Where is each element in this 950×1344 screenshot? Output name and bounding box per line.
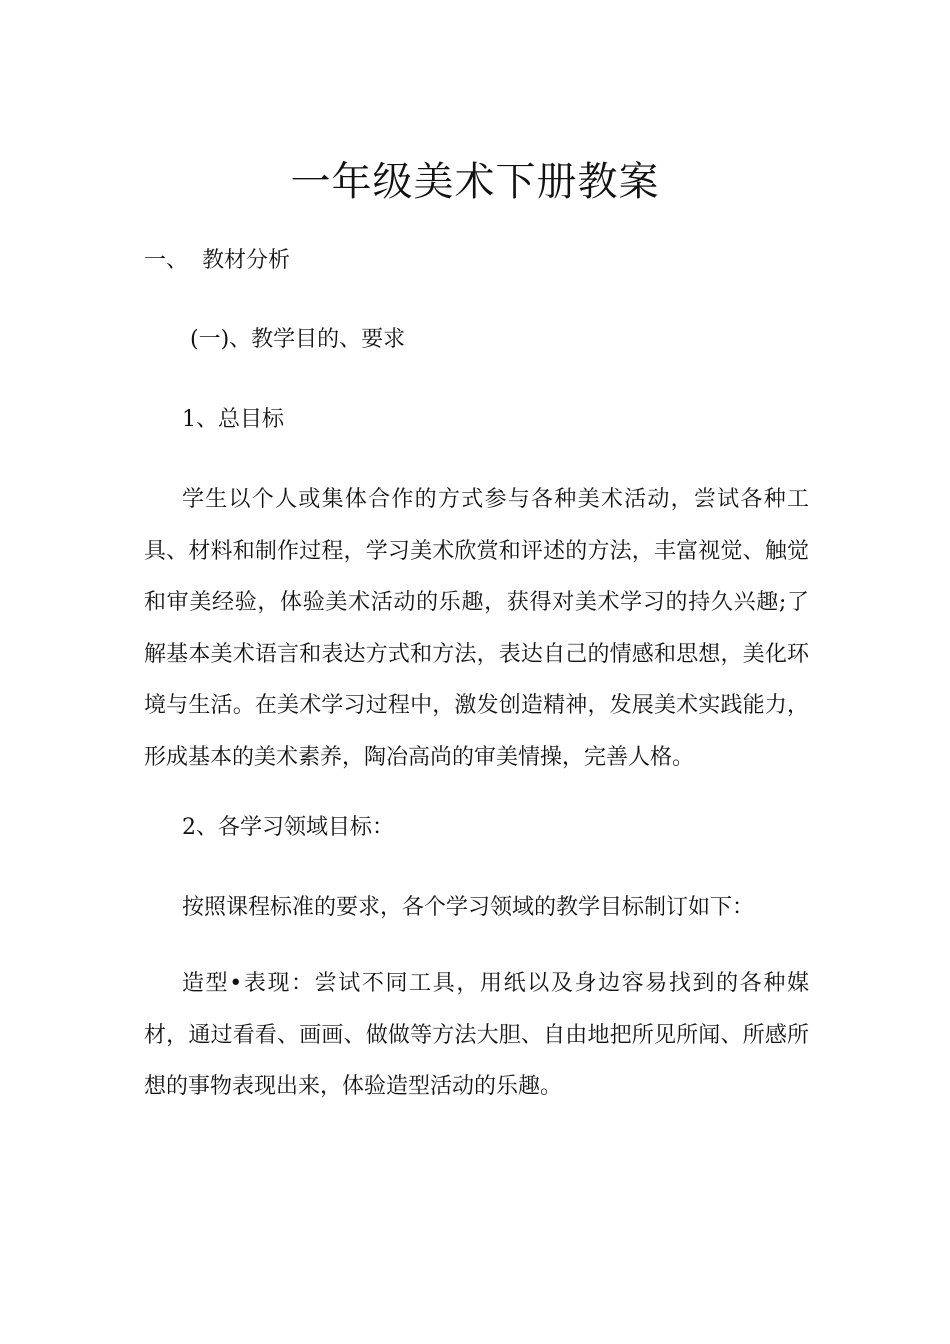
goal-paragraph: 学生以个人或集体合作的方式参与各种美术活动，尝试各种工具、材料和制作过程，学习美术欣赏和评述的方法，丰富视觉、触觉和审美经验，体验美术活动的乐趣，获得对美术学习的持久兴趣;了解基本美术语言和表达方式和方法，表达自己的情感和思想，美化环境与生活。在美术学习过程中，激发创造精神，发展美术实践能力，形成基本的美术素养，陶冶高尚的审美情操，完善人格。 [144,487,809,770]
section-heading [144,246,290,276]
section-title: 教材分析 [202,248,291,273]
section-number: 一、 [144,248,189,273]
modeling-paragraph: 造型•表现：尝试不同工具，用纸以及身边容易找到的各种媒材，通过看看、画画、做做等方法大胆、自由地把所见所闻、所感所想的事物表现出来，体验造型活动的乐趣。 [144,971,809,1099]
document-title: 一年级美术下册教案 [290,159,660,205]
subsection-heading: (一)、教学目的、要求 [190,327,406,352]
item-heading-domain-goals: 2、各学习领域目标： [182,815,394,840]
item-heading-goal: 1、总目标 [182,407,284,432]
domain-goals-intro: 按照课程标准的要求，各个学习领域的教学目标制订如下： [182,895,755,920]
